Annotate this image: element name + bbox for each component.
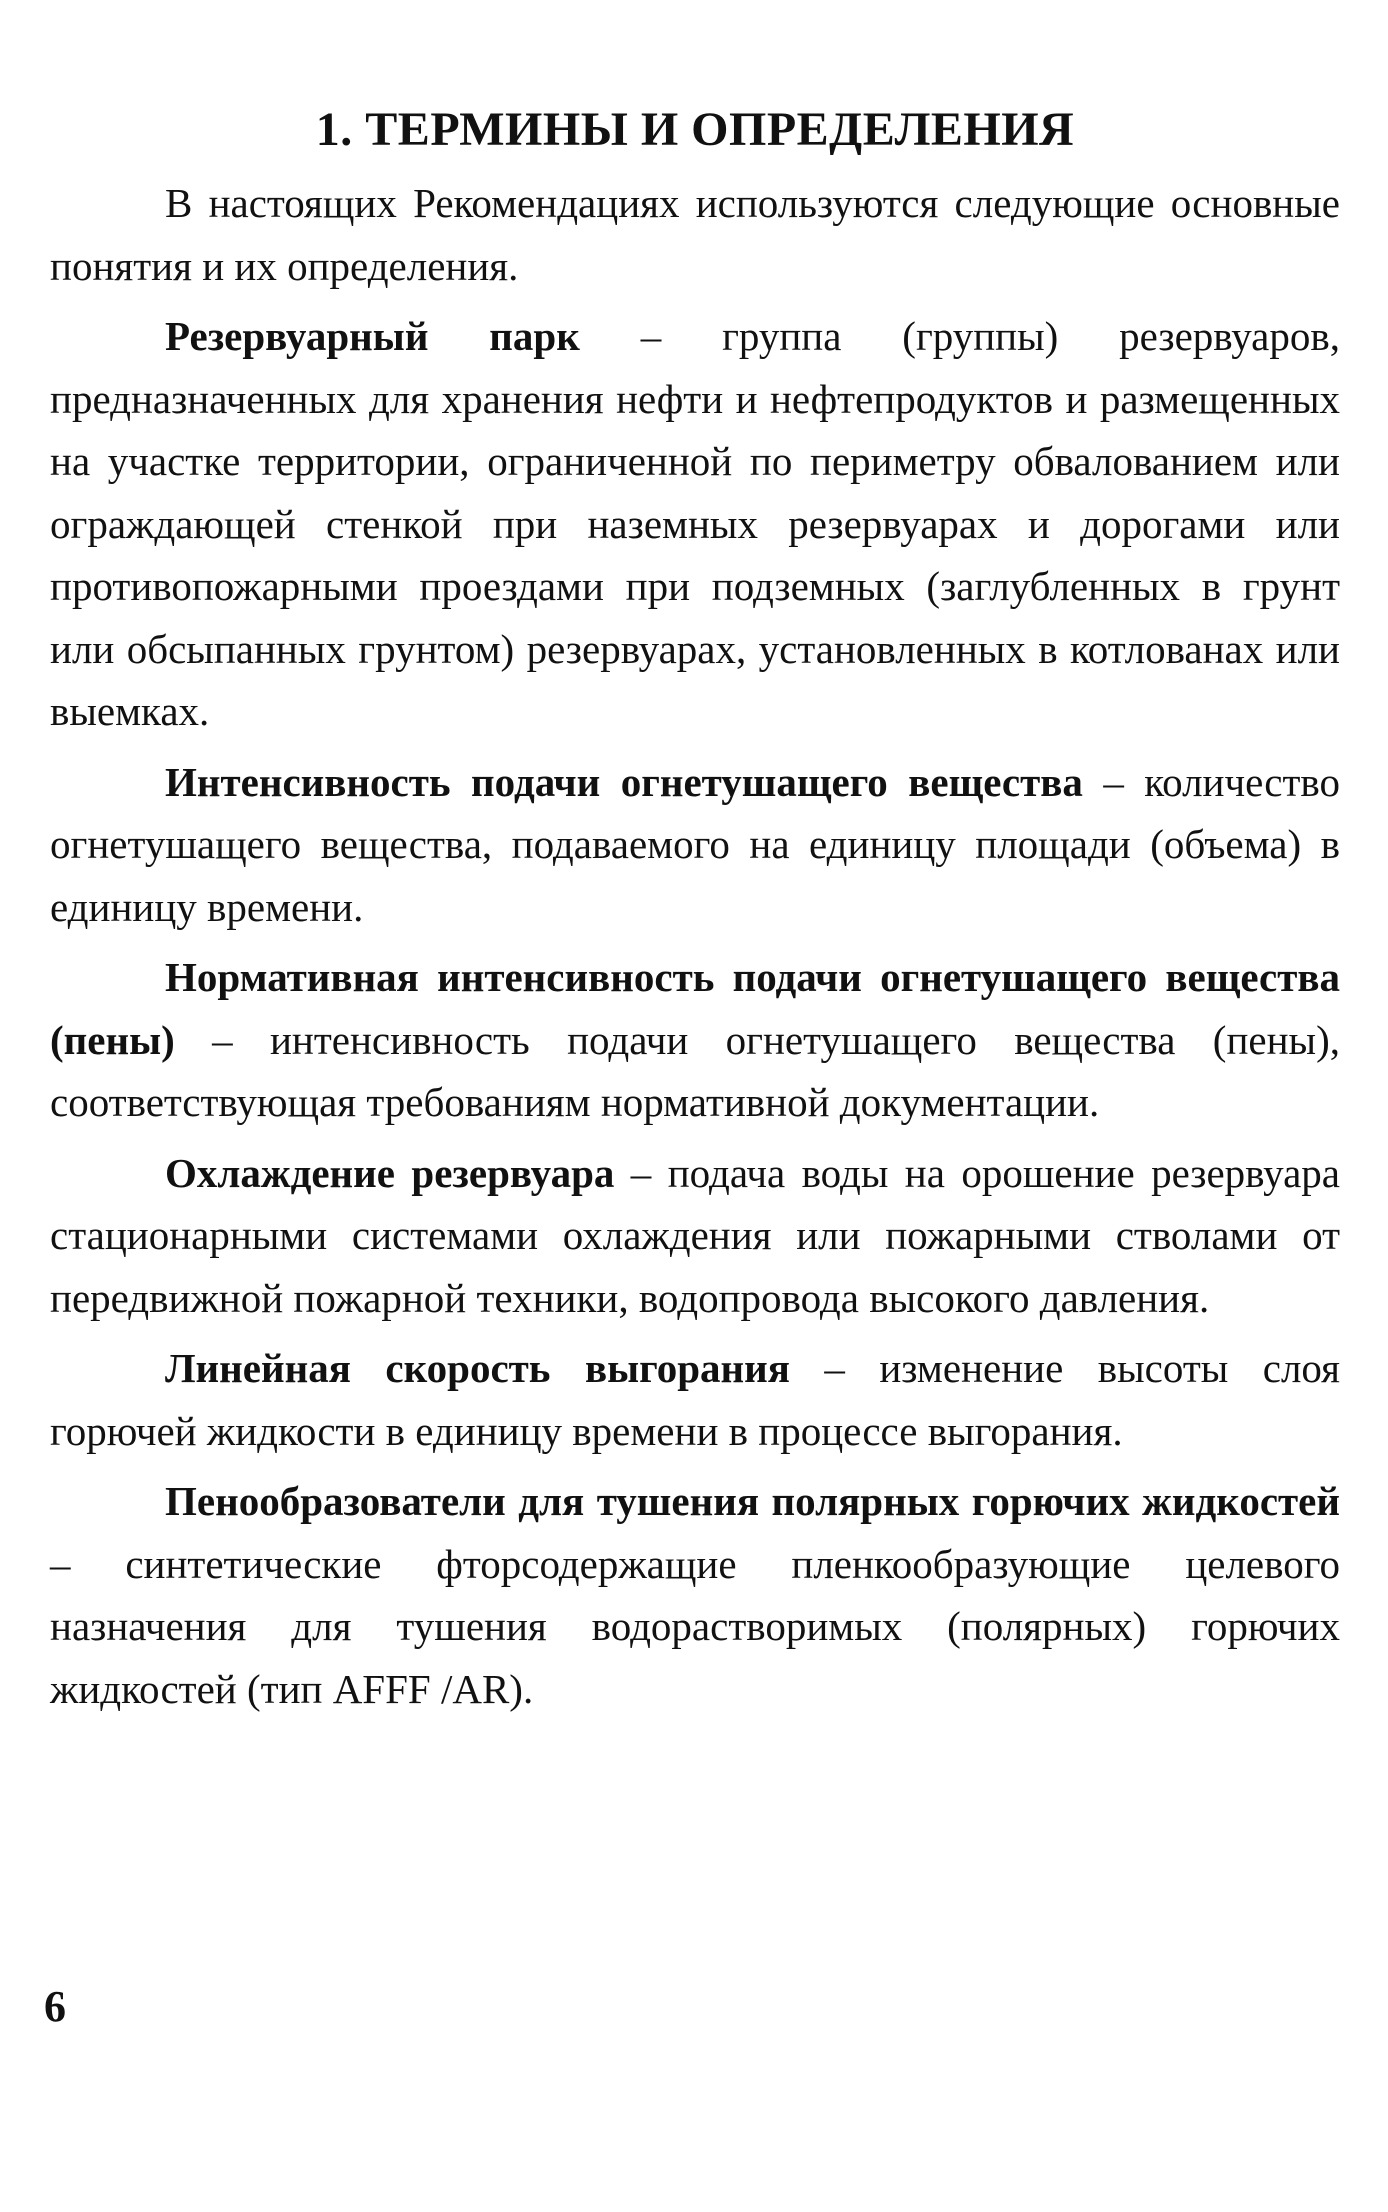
term-name: Резервуарный парк — [165, 313, 580, 359]
term-definition: – синтетические фторсодержащие пленкообразующие целевого назначения для тушения водорастворимых (полярных) горючих жидкостей (тип AFFF /AR). — [50, 1540, 1340, 1712]
term-definition: – подача воды на орошение резервуара стационарными системами охлаждения или пожарными стволами от передвижной пожарной техники, водопровода высокого давления. — [50, 1149, 1340, 1321]
term-paragraph-tank-cooling — [50, 1142, 1340, 1330]
term-definition: – интенсивность подачи огнетушащего вещества (пены), соответствующая требованиям нормативной документации. — [50, 1016, 1340, 1125]
term-name: Охлаждение резервуара — [165, 1149, 615, 1196]
term-paragraph-tank-farm — [50, 305, 1340, 743]
term-name: Линейная скорость выгорания — [165, 1345, 790, 1391]
term-paragraph-burnout-rate — [50, 1337, 1340, 1462]
term-paragraph-foam-agents — [50, 1470, 1340, 1720]
term-paragraph-supply-intensity — [50, 751, 1340, 939]
document-page — [50, 100, 1340, 1728]
page-number: 6 — [44, 1982, 66, 2031]
term-name: Интенсивность подачи огнетушащего вещества — [165, 758, 1083, 805]
term-name: Пенообразователи для тушения полярных горючих жидкостей — [165, 1478, 1340, 1524]
term-definition: – количество огнетушащего вещества, подаваемого на единицу площади (объема) в единицу времени. — [50, 758, 1341, 930]
term-name: Нормативная интенсивность подачи огнетушащего вещества (пены) — [50, 954, 1340, 1063]
section-title: 1. ТЕРМИНЫ И ОПРЕДЕЛЕНИЯ — [315, 103, 1075, 156]
term-definition: – изменение высоты слоя горючей жидкости в единицу времени в процессе выгорания. — [50, 1345, 1340, 1454]
term-paragraph-normative-intensity — [50, 946, 1340, 1134]
intro-paragraph: В настоящих Рекомендациях используются следующие основные понятия и их определения. — [50, 180, 1340, 289]
term-definition: – группа (группы) резервуаров, предназначенных для хранения нефти и нефтепродуктов и размещенных на участке территории, ограниченной по периметру обвалованием или ограждающей стенкой при наземных резервуарах и дорогами или противопожарными проездами при подземных (заглубленных в грунт или обсыпанных грунтом) резервуарах, установленных в котлованах или выемках. — [50, 313, 1340, 734]
